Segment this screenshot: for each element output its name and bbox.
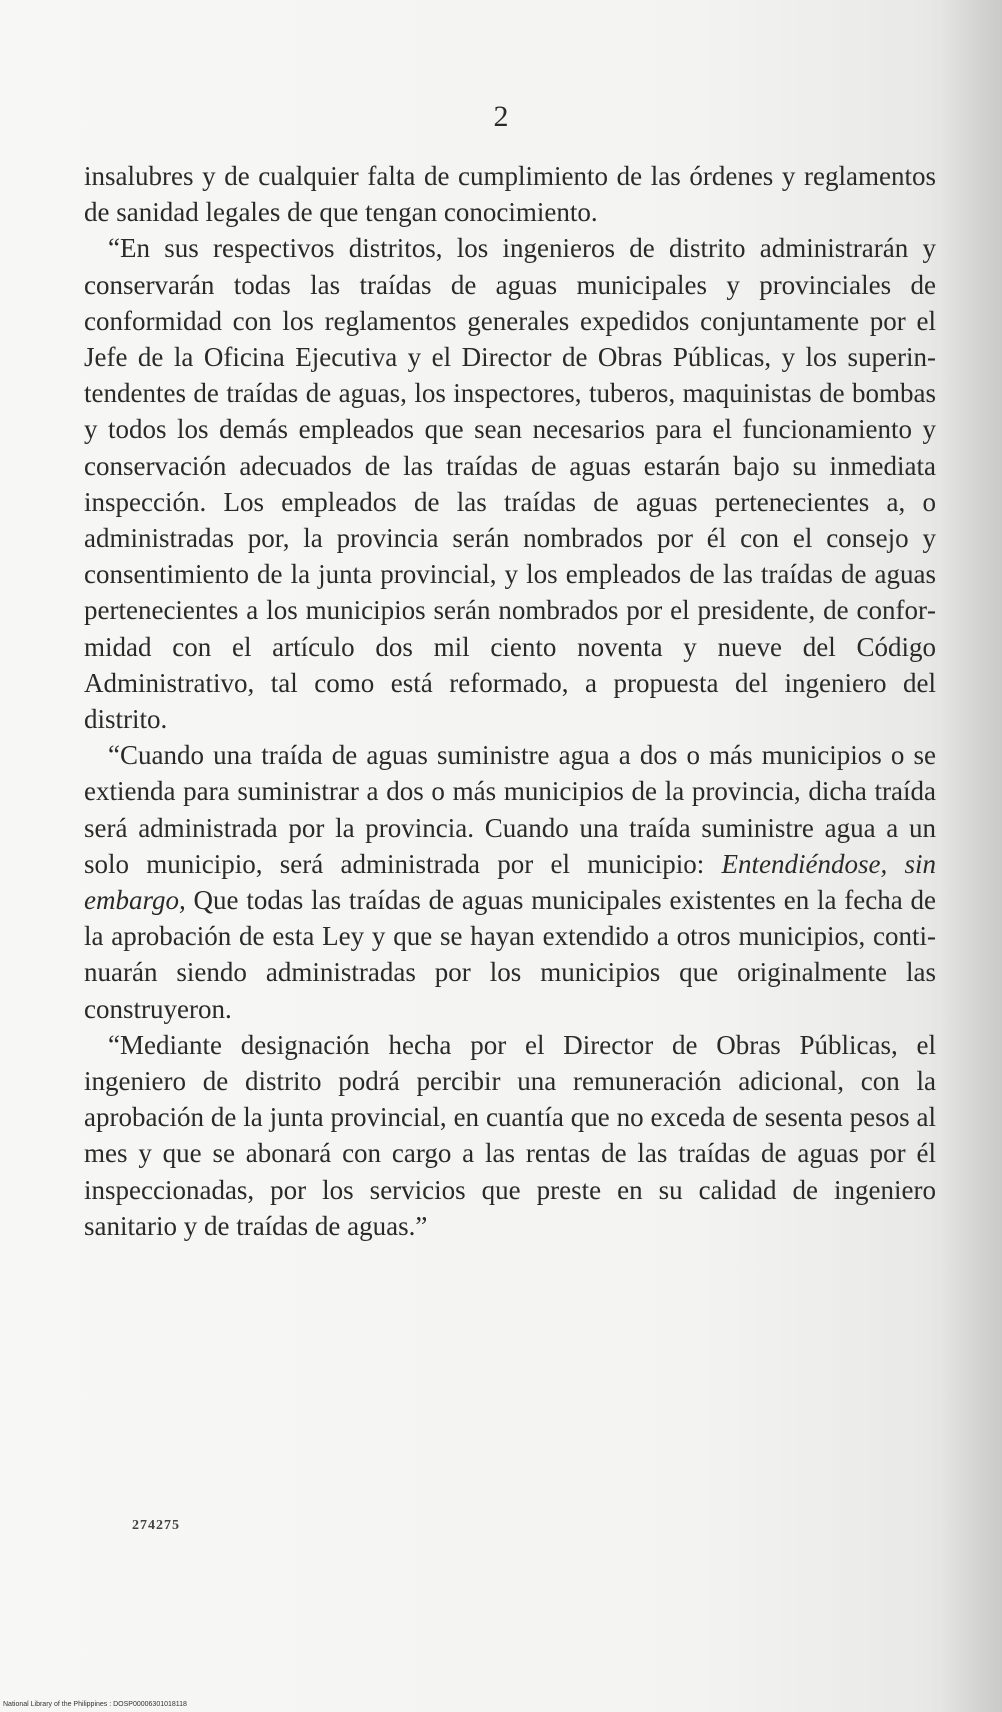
paragraph-continuation: insalubres y de cualquier falta de cumplimiento de las órdenes y reglamentos de sanidad legales de que tengan conocimiento.: [84, 161, 936, 228]
paragraph-text-part: Que todas las traídas de aguas municipales existentes en la fecha de la aprobación de esta Ley y que se hayan extendido a otros municipios, continuarán siendo administradas por los municipios que originalmente las construyeron.: [84, 885, 936, 1024]
stamp-number: 274275: [132, 1518, 180, 1533]
paragraph-district-engineers: “En sus respectivos distritos, los ingenieros de distrito administrarán y conservarán todas las traídas de aguas municipales y provinciales de conformidad con los reglamentos generales expedidos conjuntamente por el Jefe de la Oficina Ejecutiva y el Director de Obras Públicas, y los superintendentes de traídas de aguas, los inspectores, tuberos, maquinistas de bombas y todos los demás empleados que sean necesarios para el funcionamiento y conservación adecuados de las traídas de aguas estarán bajo su inmediata inspección. Los empleados de las traídas de aguas pertenecientes a, o administradas por, la provincia serán nombrados por él con el consejo y consentimiento de la junta provincial, y los empleados de las traídas de aguas pertenecientes a los municipios serán nombrados por el presidente, de conformidad con el artículo dos mil ciento noventa y nueve del Código Administrativo, tal como está reformado, a propuesta del ingeniero del distrito.: [84, 233, 936, 735]
italic-proviso: Entendiéndose, sin embargo,: [84, 848, 936, 916]
paragraph-waterworks-administration: [84, 737, 936, 1027]
footer-caption: National Library of the Philippines : DOSP00006301018118: [3, 1701, 187, 1708]
body-text: [84, 158, 936, 1244]
page-number: 2: [493, 100, 509, 133]
paragraph-remuneration: “Mediante designación hecha por el Director de Obras Públicas, el ingeniero de distrito podrá percibir una remuneración adicional, con la aprobación de la junta provincial, en cuantía que no exceda de sesenta pesos al mes y que se abonará con cargo a las rentas de las traídas de aguas por él inspeccionadas, por los servicios que preste en su calidad de ingeniero sanitario y de traídas de aguas.”: [84, 1029, 936, 1241]
page-edge-shadow: [942, 0, 1002, 1712]
paragraph-text-part: “Cuando una traída de aguas suministre agua a dos o más municipios o se extienda para suministrar a dos o más municipios de la provincia, dicha traída será administrada por la provincia. Cuando una traída suministre agua a un solo municipio, será administrada por el municipio:: [84, 740, 936, 879]
